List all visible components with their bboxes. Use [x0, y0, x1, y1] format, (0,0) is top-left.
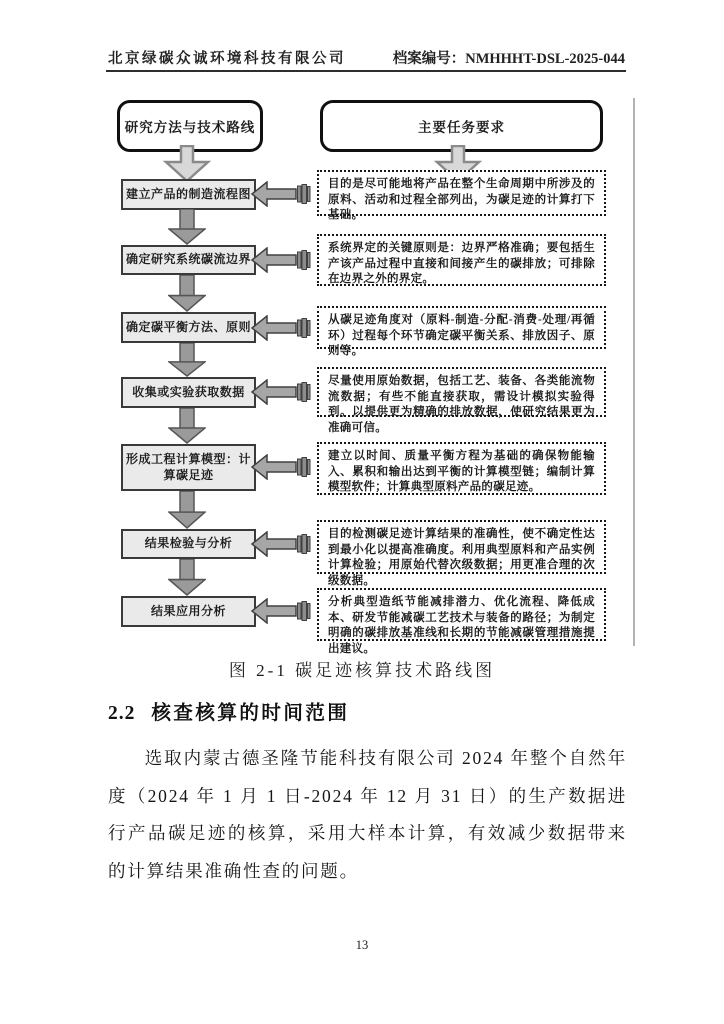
task-requirement-box: 建立以时间、质量平衡方程为基础的确保物能输入、累积和输出达到平衡的计算模型链；编制计算模型软件；计算典型原料产品的碳足迹。	[317, 442, 606, 495]
left-arrow-icon	[251, 247, 311, 273]
left-arrow-icon	[251, 598, 311, 624]
left-arrow-icon	[251, 181, 311, 207]
task-requirement-box: 目的检测碳足迹计算结果的准确性，使不确定性达到最小化以提高准确度。利用典型原料和产品实例计算检验；用原始代替次级数据；用更准合理的次级数据。	[317, 520, 606, 574]
flow-step-box: 结果检验与分析	[121, 529, 256, 559]
body-paragraph: 选取内蒙古德圣隆节能科技有限公司 2024 年整个自然年度（2024 年 1 月 1 日-2024 年 12 月 31 日）的生产数据进行产品碳足迹的核算，采用大样本计算，有效减少数据带来的计算结果准确性查的问题。	[108, 748, 627, 881]
header-rule	[106, 70, 626, 72]
left-arrow-icon	[251, 454, 311, 480]
figure-caption: 图 2-1 碳足迹核算技术路线图	[228, 661, 496, 680]
down-arrow-icon	[168, 559, 206, 596]
left-arrow-icon	[251, 379, 311, 405]
task-requirement-box: 从碳足迹角度对（原料-制造-分配-消费-处理/再循环）过程每个环节确定碳平衡关系、排放因子、原则等。	[317, 306, 606, 349]
task-requirement-box: 系统界定的关键原则是：边界严格准确；要包括生产该产品过程中直接和间接产生的碳排放；可排除在边界之外的界定。	[317, 234, 606, 286]
scan-artifact-line	[633, 98, 635, 646]
down-arrow-icon	[168, 491, 206, 529]
down-arrow-icon	[168, 209, 206, 245]
flow-step-box: 确定研究系统碳流边界	[121, 245, 256, 275]
down-arrow-icon	[168, 275, 206, 312]
task-requirement-box: 尽量使用原始数据，包括工艺、装备、各类能流物流数据；有些不能直接获取，需设计模拟实验得到。以提供更为精确的排放数据，使研究结果更为准确可信。	[317, 367, 606, 417]
hollow-down-arrow-icon	[161, 145, 213, 183]
section-number: 2.2	[108, 703, 136, 724]
flow-step-box: 收集或实验获取数据	[121, 377, 256, 408]
down-arrow-icon	[168, 343, 206, 377]
flow-step-box: 形成工程计算模型：计算碳足迹	[121, 444, 256, 491]
figure-right-column-header: 主要任务要求	[320, 100, 603, 152]
section-heading	[108, 697, 349, 725]
header-company-name: 北京绿碳众诚环境科技有限公司	[108, 51, 346, 67]
task-requirement-box: 目的是尽可能地将产品在整个生命周期中所涉及的原料、活动和过程全部列出，为碳足迹的计算打下基础。	[317, 170, 606, 216]
down-arrow-icon	[168, 408, 206, 444]
left-arrow-icon	[251, 531, 311, 557]
left-arrow-icon	[251, 315, 311, 341]
page-number: 13	[355, 938, 369, 952]
flow-step-box: 结果应用分析	[121, 596, 256, 627]
task-requirement-box: 分析典型造纸节能减排潜力、优化流程、降低成本、研发节能减碳工艺技术与装备的路径；为制定明确的碳排放基准线和长期的节能减碳管理措施提出建议。	[317, 588, 606, 641]
figure-left-column-header: 研究方法与技术路线	[117, 100, 263, 152]
header-doc-number: 档案编号：NMHHHT-DSL-2025-044	[392, 51, 625, 67]
section-title: 核查核算的时间范围	[151, 703, 350, 724]
flow-step-box: 确定碳平衡方法、原则	[121, 312, 256, 343]
flow-step-box: 建立产品的制造流程图	[121, 179, 256, 210]
